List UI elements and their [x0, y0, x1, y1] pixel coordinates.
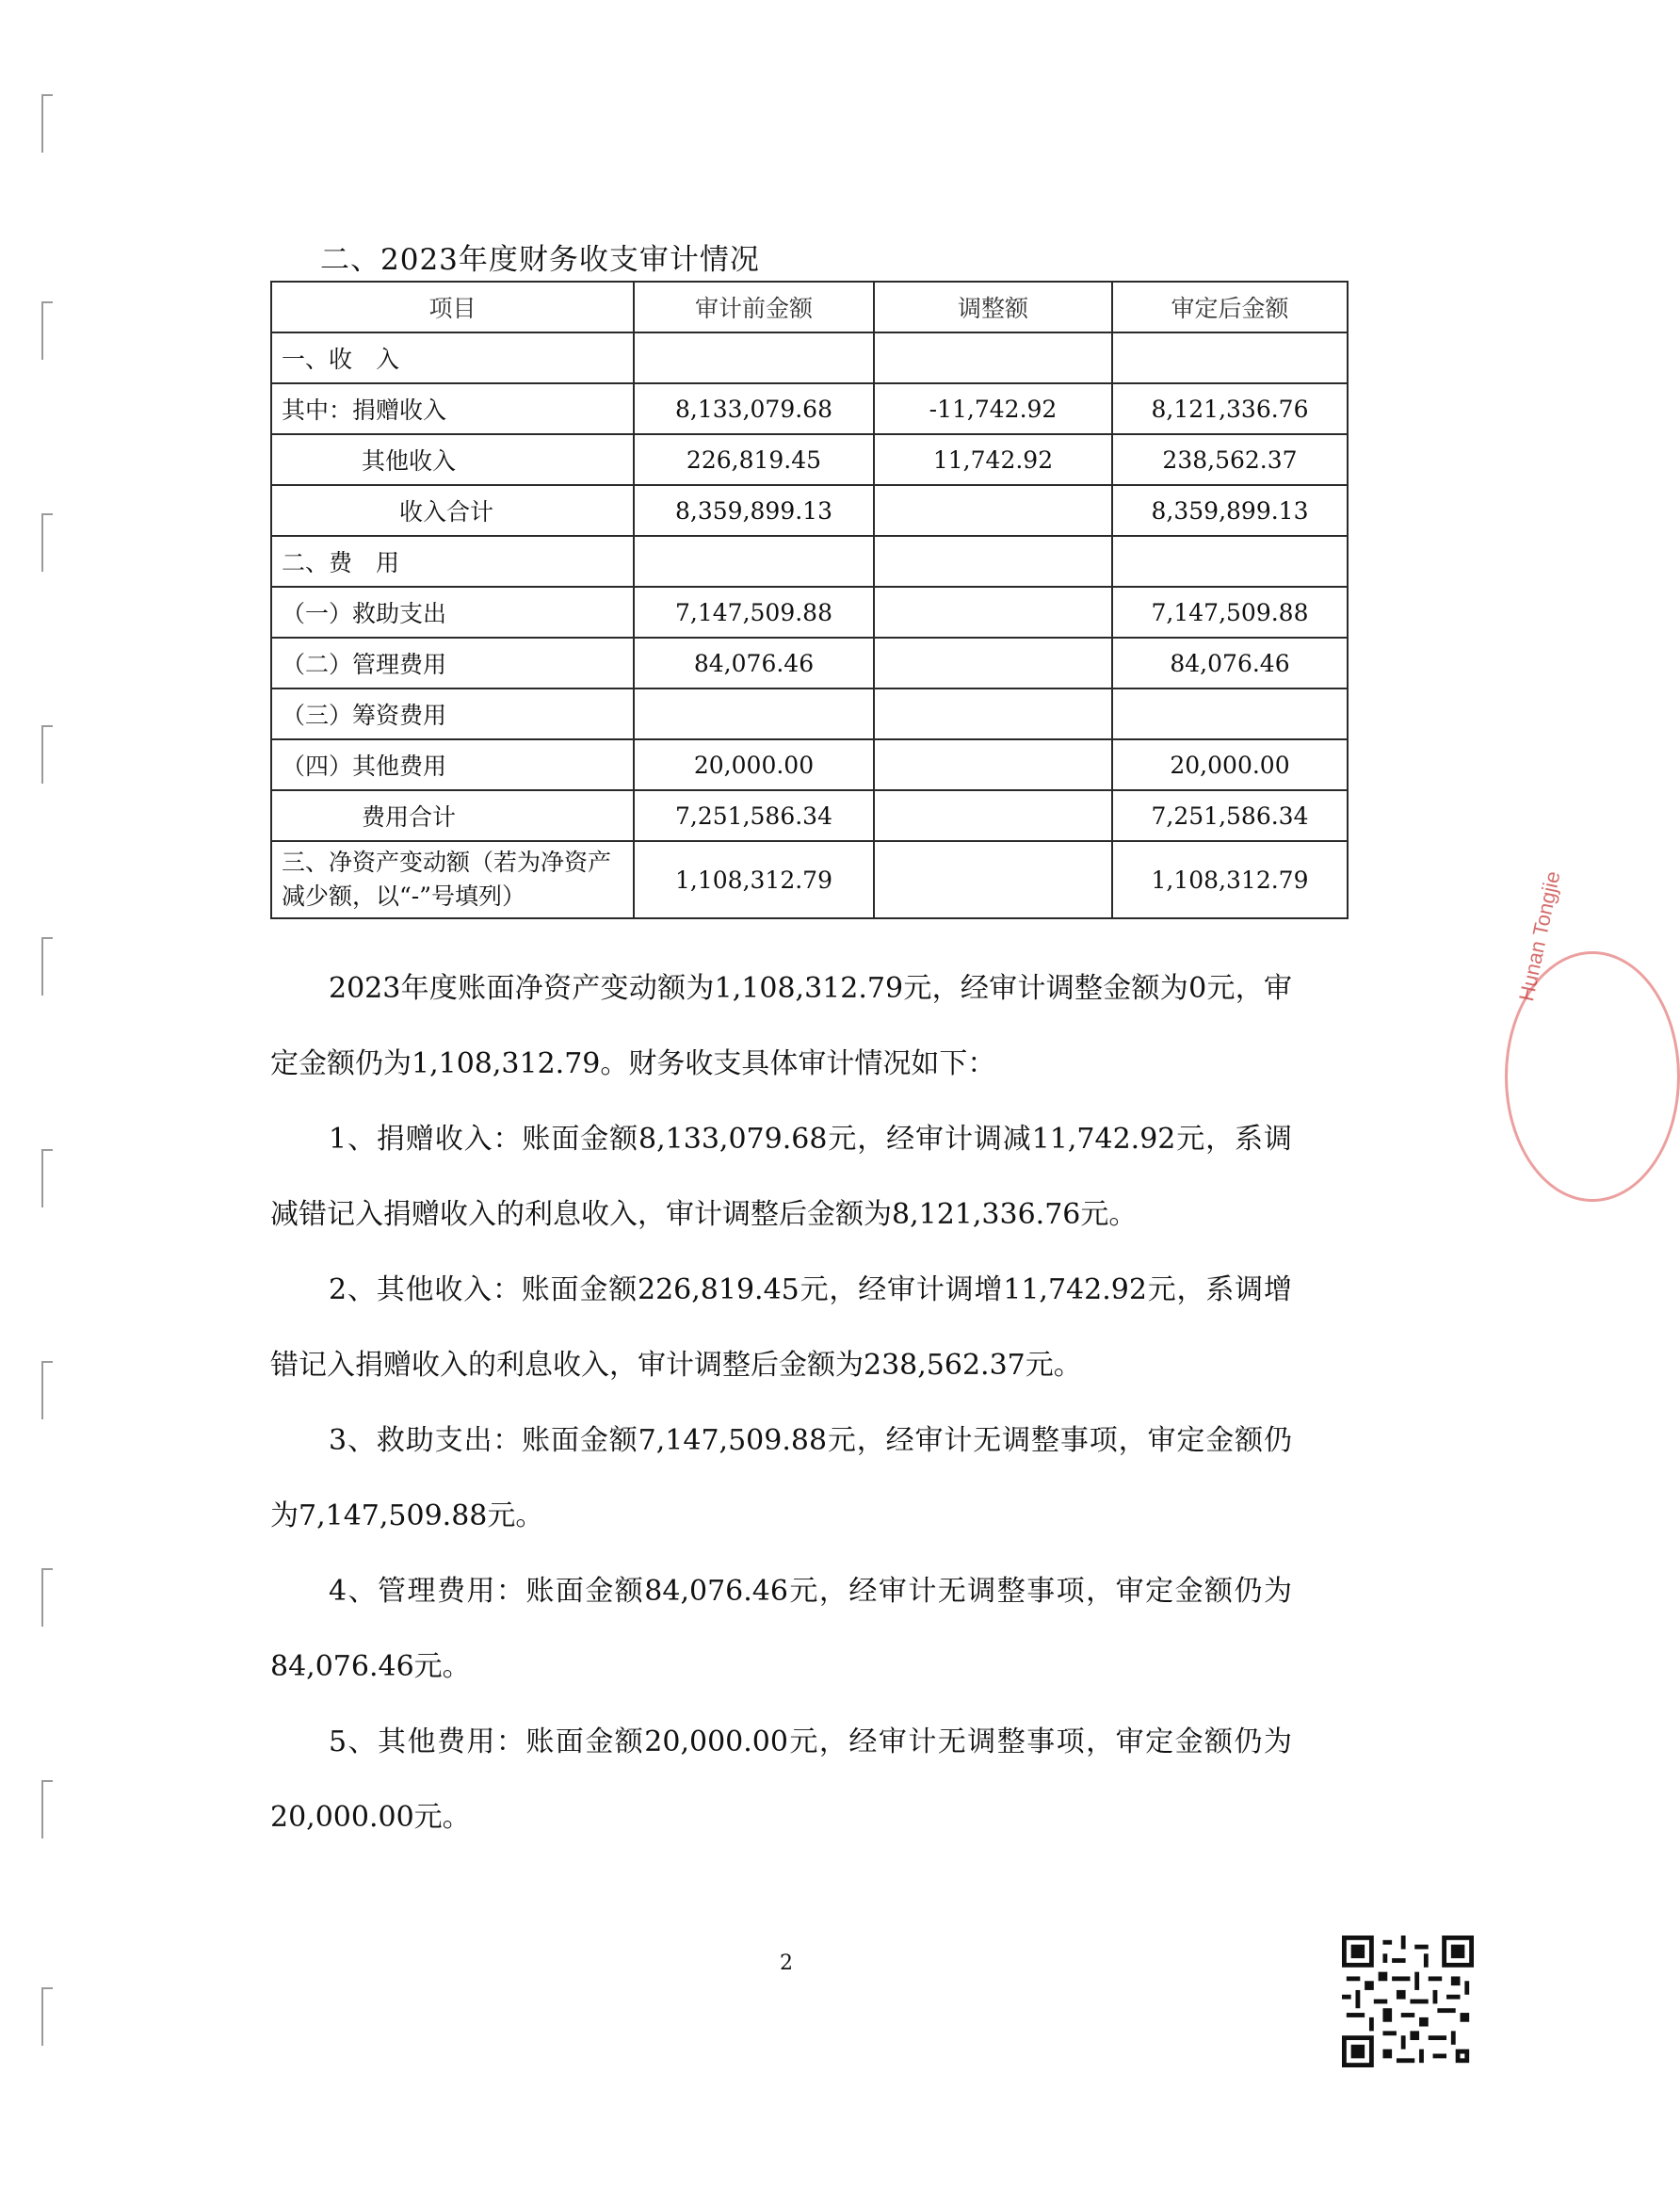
- company-seal-text: Hunan Tongjie: [1514, 868, 1565, 1004]
- row-after: 1,108,312.79: [1112, 841, 1348, 918]
- table-row: [271, 638, 1348, 688]
- binding-mark: [41, 937, 53, 996]
- row-before: 8,133,079.68: [634, 383, 874, 434]
- table-row: [271, 536, 1348, 587]
- row-before: 226,819.45: [634, 434, 874, 485]
- table-row: [271, 332, 1348, 383]
- row-after: 8,121,336.76: [1112, 383, 1348, 434]
- binding-mark: [41, 1780, 53, 1839]
- binding-mark: [41, 1987, 53, 2046]
- row-before: 8,359,899.13: [634, 485, 874, 536]
- row-adjustment: [874, 587, 1112, 638]
- row-adjustment: 11,742.92: [874, 434, 1112, 485]
- header-adjustment: 调整额: [874, 282, 1112, 332]
- row-adjustment: [874, 332, 1112, 383]
- paragraph: 2、其他收入：账面金额226,819.45元，经审计调增11,742.92元，系调增错记入捐赠收入的利息收入，审计调整后金额为238,562.37元。: [270, 1273, 1292, 1382]
- row-after: [1112, 332, 1348, 383]
- qr-code-icon: [1342, 1936, 1474, 2067]
- binding-mark: [41, 1568, 53, 1627]
- table-row: [271, 739, 1348, 790]
- binding-mark: [41, 301, 53, 360]
- row-before: [634, 536, 874, 587]
- table-row: [271, 434, 1348, 485]
- header-item: 项目: [271, 282, 634, 332]
- binding-mark: [41, 513, 53, 572]
- row-item: 三、净资产变动额（若为净资产减少额，以“-”号填列）: [271, 841, 634, 918]
- row-adjustment: [874, 688, 1112, 739]
- row-after: [1112, 688, 1348, 739]
- row-item: （二）管理费用: [271, 638, 634, 688]
- paragraph: 4、管理费用：账面金额84,076.46元，经审计无调整事项，审定金额仍为84,076.46元。: [270, 1575, 1292, 1683]
- row-before: 7,251,586.34: [634, 790, 874, 841]
- row-after: 8,359,899.13: [1112, 485, 1348, 536]
- paragraph: 2023年度账面净资产变动额为1,108,312.79元，经审计调整金额为0元，审定金额仍为1,108,312.79。财务收支具体审计情况如下：: [270, 972, 1292, 1080]
- row-item: 收入合计: [271, 485, 634, 536]
- row-after: 238,562.37: [1112, 434, 1348, 485]
- row-adjustment: [874, 790, 1112, 841]
- page-number: 2: [780, 1952, 793, 1975]
- binding-mark: [41, 1361, 53, 1419]
- row-after: 7,147,509.88: [1112, 587, 1348, 638]
- row-item: 一、收 入: [271, 332, 634, 383]
- paragraph: 1、捐赠收入：账面金额8,133,079.68元，经审计调减11,742.92元，系调减错记入捐赠收入的利息收入，审计调整后金额为8,121,336.76元。: [270, 1123, 1292, 1231]
- binding-mark: [41, 725, 53, 784]
- row-before: 20,000.00: [634, 739, 874, 790]
- table-row: [271, 587, 1348, 638]
- row-item: 二、费 用: [271, 536, 634, 587]
- row-item: 其他收入: [271, 434, 634, 485]
- row-before: 7,147,509.88: [634, 587, 874, 638]
- row-before: 84,076.46: [634, 638, 874, 688]
- row-before: [634, 688, 874, 739]
- paragraph: 5、其他费用：账面金额20,000.00元，经审计无调整事项，审定金额仍为20,000.00元。: [270, 1725, 1292, 1834]
- body-text: [270, 951, 1292, 1855]
- row-adjustment: [874, 485, 1112, 536]
- paragraph: 3、救助支出：账面金额7,147,509.88元，经审计无调整事项，审定金额仍为7,147,509.88元。: [270, 1424, 1292, 1532]
- header-after: 审定后金额: [1112, 282, 1348, 332]
- row-item: （三）筹资费用: [271, 688, 634, 739]
- table-row: [271, 383, 1348, 434]
- row-item: （一）救助支出: [271, 587, 634, 638]
- table-row: [271, 688, 1348, 739]
- section-heading: 二、2023年度财务收支审计情况: [320, 243, 760, 277]
- row-adjustment: [874, 841, 1112, 918]
- row-adjustment: [874, 536, 1112, 587]
- row-after: 20,000.00: [1112, 739, 1348, 790]
- table-row: [271, 485, 1348, 536]
- row-before: [634, 332, 874, 383]
- table-header-row: [271, 282, 1348, 332]
- table-row: [271, 841, 1348, 918]
- row-after: 7,251,586.34: [1112, 790, 1348, 841]
- row-after: 84,076.46: [1112, 638, 1348, 688]
- row-item: 其中：捐赠收入: [271, 383, 634, 434]
- table-row: [271, 790, 1348, 841]
- row-item: 费用合计: [271, 790, 634, 841]
- row-adjustment: -11,742.92: [874, 383, 1112, 434]
- row-adjustment: [874, 638, 1112, 688]
- row-item: （四）其他费用: [271, 739, 634, 790]
- row-adjustment: [874, 739, 1112, 790]
- header-before: 审计前金额: [634, 282, 874, 332]
- binding-mark: [41, 1149, 53, 1207]
- binding-mark: [41, 94, 53, 153]
- row-after: [1112, 536, 1348, 587]
- financial-table: [270, 281, 1349, 919]
- row-before: 1,108,312.79: [634, 841, 874, 918]
